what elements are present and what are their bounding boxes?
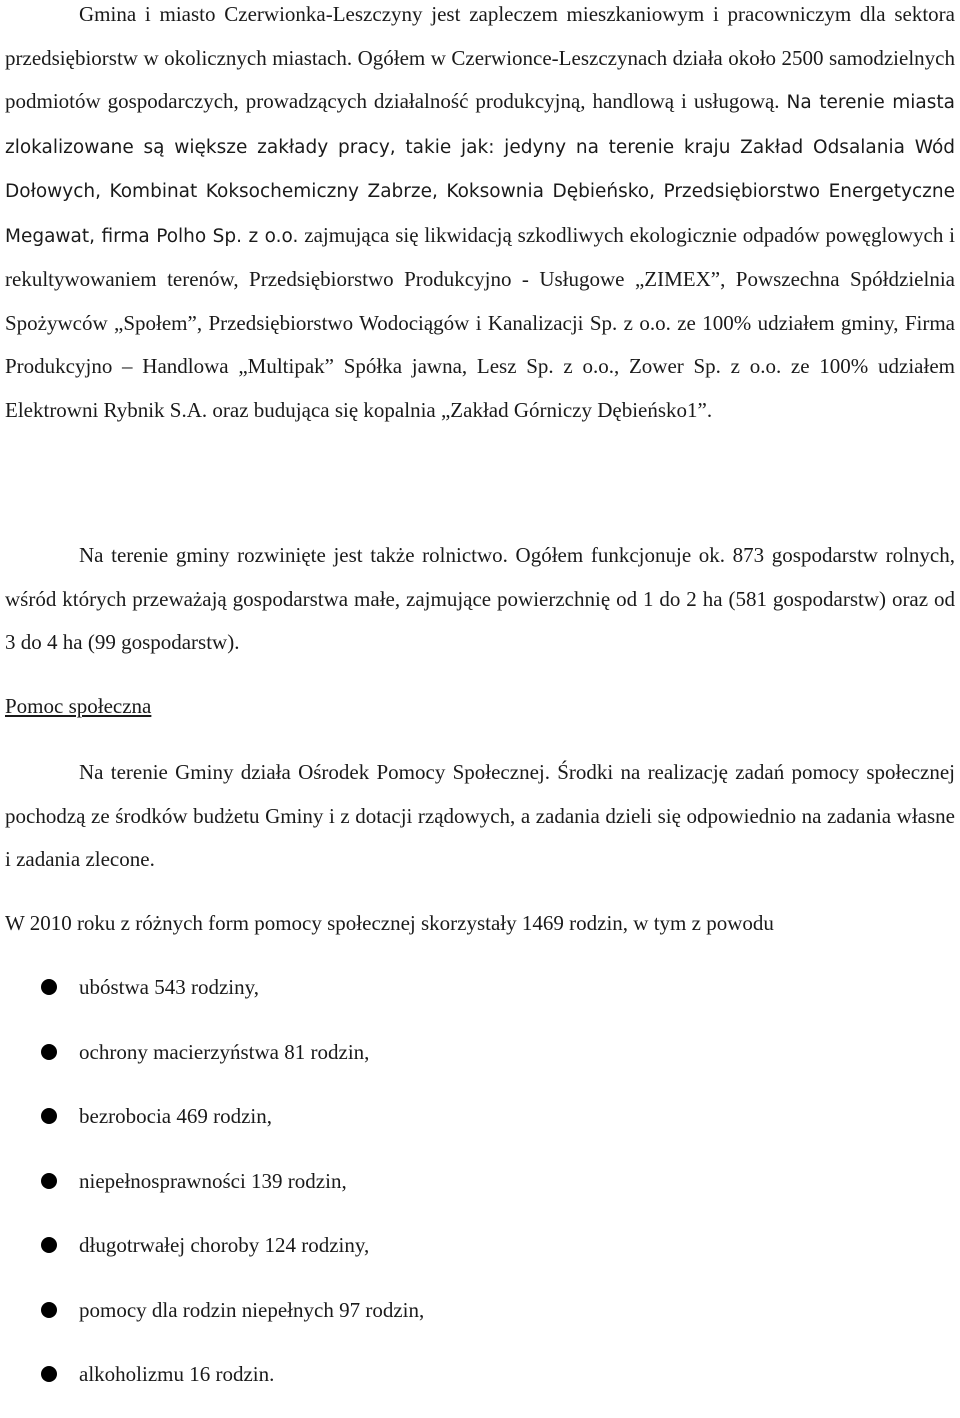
list-item (5, 1353, 424, 1418)
bullet-icon (41, 1173, 57, 1189)
paragraph-agriculture: Na terenie gminy rozwinięte jest także rolnictwo. Ogółem funkcjonuje ok. 873 gospodarstw rolnych, wśród których przeważają gospodarstwa małe, zajmujące powierzchnię od 1 do 2 ha (581 gospodarstw) oraz od 3 do 4 ha (99 gospodarstw). (5, 543, 955, 654)
list-item-text: ochrony macierzyństwa 81 rodzin, (79, 1039, 370, 1064)
bullet-icon (41, 979, 57, 995)
list-item (5, 1095, 424, 1160)
list-item-text: pomocy dla rodzin niepełnych 97 rodzin, (79, 1297, 425, 1322)
list-item-text: niepełnosprawności 139 rodzin, (79, 1168, 347, 1193)
list-item (5, 1160, 424, 1225)
list-item (5, 1031, 424, 1096)
section-heading: Pomoc społeczna (5, 694, 152, 718)
bullet-icon (41, 1366, 57, 1382)
paragraph-enterprises-part3: zajmująca się likwidacją szkodliwych ekologicznie odpadów powęglowych i rekultywowaniem terenów, Przedsiębiorstwo Produkcyjno - Usługowe „ZIMEX”, Powszechna Spółdzielnia Spożywców „Społem”, Przedsiębiorstwo Wodociągów i Kanalizacji Sp. z o.o. ze 100% udziałem gminy, Firma Produkcyjno – Handlowa „Multipak” Spółka jawna, Lesz Sp. z o.o., Zower Sp. z o.o. ze 100% udziałem Elektrowni Rybnik S.A. oraz budująca się kopalnia „Zakład Górniczy Dębieńsko1”. (5, 222, 956, 422)
paragraph-social-assistance: Na terenie Gminy działa Ośrodek Pomocy Społecznej. Środki na realizację zadań pomocy społecznej pochodzą ze środków budżetu Gminy i z dotacji rządowych, a zadania dzieli się odpowiednio na zadania własne i zadania zlecone. (5, 760, 955, 871)
list-item-text: alkoholizmu 16 rodzin. (79, 1362, 275, 1386)
bullet-icon (41, 1237, 57, 1253)
list-item (5, 1289, 424, 1354)
list-item (5, 1224, 424, 1289)
list-item-text: ubóstwa 543 rodziny, (79, 975, 260, 999)
list-item-text: bezrobocia 469 rodzin, (79, 1104, 273, 1128)
bullet-icon (41, 1044, 57, 1060)
list-item-text: długotrwałej choroby 124 rodziny, (79, 1233, 370, 1257)
paragraph-enterprises (5, 0, 955, 432)
paragraph-enterprises-part1: Gmina i miasto Czerwionka-Leszczyny jest zapleczem mieszkaniowym i pracowniczym dla sektora przedsiębiorstw w okolicznych miastach. Ogółem w Czerwionce-Leszczynach działa około 2500 samodzielnych podmiotów gospodarczych, prowadzących działalność produkcyjną, handlową i usługową. (5, 2, 955, 113)
bullet-icon (41, 1108, 57, 1124)
list-item (5, 966, 424, 1031)
paragraph-families-2010: W 2010 roku z różnych form pomocy społecznej skorzystały 1469 rodzin, w tym z powodu (5, 911, 774, 935)
assistance-reasons-list (5, 966, 424, 1418)
paragraph-enterprises-part2: Na terenie miasta zlokalizowane są większe zakłady pracy, takie jak: jedyny na terenie kraju Zakład Odsalania Wód Dołowych, Kombinat Koksochemiczny Zabrze, Koksownia Dębieńsko, Przedsiębiorstwo Energetyczne Megawat, firma Polho Sp. z o.o. (5, 92, 955, 247)
bullet-icon (41, 1302, 57, 1318)
